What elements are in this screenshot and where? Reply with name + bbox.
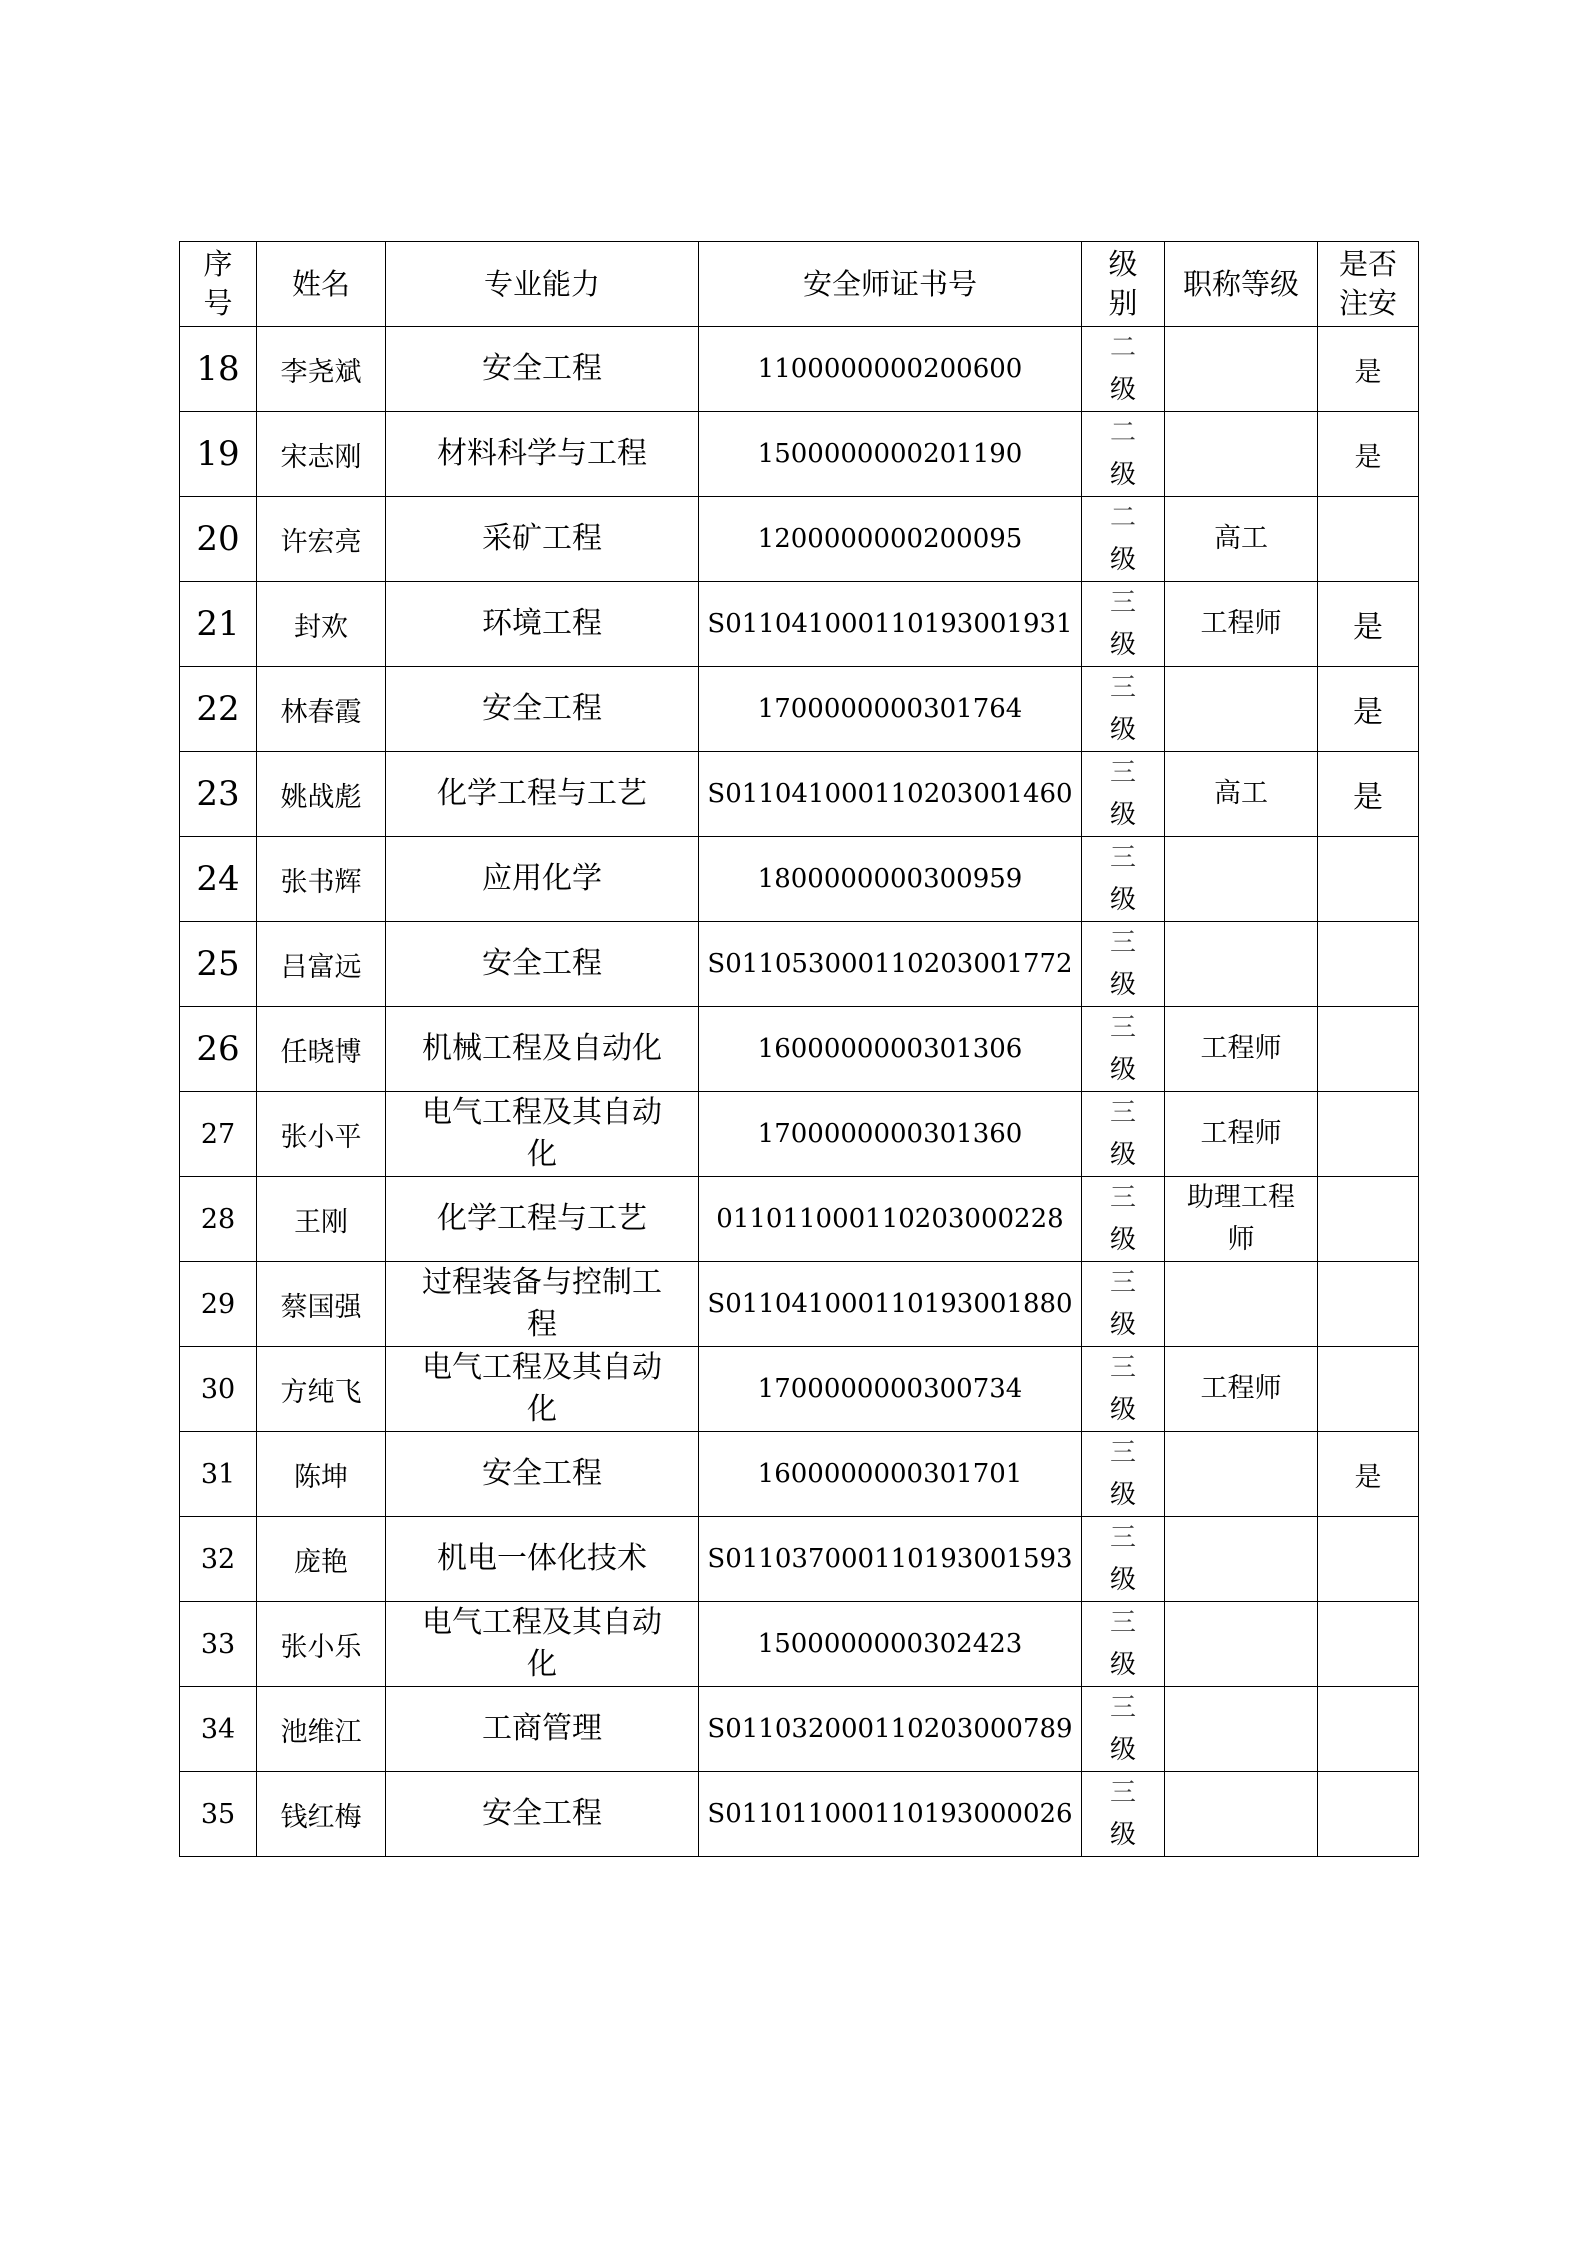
cell-seq: 27 (180, 1092, 257, 1177)
table-row (180, 327, 1419, 412)
cell-name: 池维江 (257, 1687, 386, 1772)
table-row (180, 1517, 1419, 1602)
cell-name: 任晓博 (257, 1007, 386, 1092)
header-registered-line-1: 是否 (1338, 247, 1397, 281)
cell-cert: 1200000000200095 (699, 497, 1082, 582)
cell-registered: 是 (1318, 412, 1419, 497)
cell-level-line: 级 (1109, 1480, 1136, 1510)
cell-title (1165, 922, 1318, 1007)
cell-level-line: 级 (1109, 460, 1136, 490)
cell-cert: S011037000110193001593 (699, 1517, 1082, 1602)
cell-cert: 1700000000301764 (699, 667, 1082, 752)
cell-cert: 1500000000302423 (699, 1602, 1082, 1687)
cell-registered (1318, 1347, 1419, 1432)
table-row (180, 1347, 1419, 1432)
cell-title (1165, 1772, 1318, 1857)
cell-title (1165, 1432, 1318, 1517)
header-seq (180, 242, 257, 327)
cell-level-line: 三 (1109, 1183, 1136, 1213)
header-seq-line-2: 号 (203, 286, 233, 320)
table-row (180, 1007, 1419, 1092)
cell-title (1165, 1687, 1318, 1772)
cell-level-line: 三 (1109, 1098, 1136, 1128)
cell-major (386, 1602, 699, 1687)
cell-major: 安全工程 (386, 922, 699, 1007)
cell-major: 安全工程 (386, 1772, 699, 1857)
cell-cert: 1500000000201190 (699, 412, 1082, 497)
cell-cert: 1800000000300959 (699, 837, 1082, 922)
cell-name: 宋志刚 (257, 412, 386, 497)
header-major: 专业能力 (386, 242, 699, 327)
cell-seq: 30 (180, 1347, 257, 1432)
table-body (180, 327, 1419, 1857)
cell-registered: 是 (1318, 582, 1419, 667)
cell-level-line: 级 (1109, 1395, 1136, 1425)
cell-level-line: 三 (1109, 1778, 1136, 1808)
header-row (180, 242, 1419, 327)
cell-level-line: 级 (1109, 1225, 1136, 1255)
cell-seq: 35 (180, 1772, 257, 1857)
cell-major-line: 电气工程及其自动 (422, 1095, 662, 1130)
cell-level-line: 级 (1109, 1055, 1136, 1085)
cell-level (1082, 752, 1165, 837)
cell-level-line: 三 (1109, 673, 1136, 703)
cell-title: 高工 (1165, 752, 1318, 837)
cell-seq: 29 (180, 1262, 257, 1347)
cell-level-line: 级 (1109, 1820, 1136, 1850)
cell-level (1082, 1432, 1165, 1517)
cell-cert: S011041000110203001460 (699, 752, 1082, 837)
cell-level-line: 三 (1109, 1268, 1136, 1298)
cell-level-line: 级 (1109, 1735, 1136, 1765)
cell-level-line: 级 (1109, 545, 1136, 575)
cell-title (1165, 412, 1318, 497)
cell-registered (1318, 1092, 1419, 1177)
cell-level (1082, 1517, 1165, 1602)
cell-name: 封欢 (257, 582, 386, 667)
cell-registered (1318, 1177, 1419, 1262)
cell-title: 工程师 (1165, 1347, 1318, 1432)
cell-name: 张小乐 (257, 1602, 386, 1687)
cell-title (1165, 327, 1318, 412)
cell-major-line: 化 (527, 1137, 557, 1172)
cell-level-line: 三 (1109, 1608, 1136, 1638)
cell-cert: 1700000000300734 (699, 1347, 1082, 1432)
cell-cert: 011011000110203000228 (699, 1177, 1082, 1262)
table-row (180, 1262, 1419, 1347)
cell-major-line: 程 (527, 1307, 557, 1342)
cell-registered: 是 (1318, 327, 1419, 412)
table-row (180, 752, 1419, 837)
cell-seq: 20 (180, 497, 257, 582)
cell-seq: 18 (180, 327, 257, 412)
cell-major: 化学工程与工艺 (386, 1177, 699, 1262)
cell-major-line: 过程装备与控制工 (422, 1265, 662, 1300)
table-row (180, 1602, 1419, 1687)
header-name: 姓名 (257, 242, 386, 327)
cell-level-line: 三 (1109, 928, 1136, 958)
cell-title: 工程师 (1165, 1007, 1318, 1092)
cell-level (1082, 582, 1165, 667)
table-row (180, 412, 1419, 497)
personnel-table (179, 241, 1419, 1857)
cell-name: 庞艳 (257, 1517, 386, 1602)
cell-title: 工程师 (1165, 582, 1318, 667)
cell-seq: 23 (180, 752, 257, 837)
cell-seq: 34 (180, 1687, 257, 1772)
cell-major: 机电一体化技术 (386, 1517, 699, 1602)
cell-level-line: 级 (1109, 1565, 1136, 1595)
cell-level (1082, 412, 1165, 497)
cell-seq: 28 (180, 1177, 257, 1262)
cell-level (1082, 1007, 1165, 1092)
table-row (180, 1092, 1419, 1177)
cell-major-line: 电气工程及其自动 (422, 1605, 662, 1640)
cell-seq: 19 (180, 412, 257, 497)
cell-title-line: 师 (1227, 1224, 1255, 1255)
cell-level-line: 三 (1109, 1523, 1136, 1553)
cell-name: 许宏亮 (257, 497, 386, 582)
cell-seq: 31 (180, 1432, 257, 1517)
cell-major-line: 化 (527, 1392, 557, 1427)
cell-registered (1318, 497, 1419, 582)
cell-major: 工商管理 (386, 1687, 699, 1772)
table-header (180, 242, 1419, 327)
cell-level-line: 三 (1109, 758, 1136, 788)
table-row (180, 667, 1419, 752)
header-cert: 安全师证书号 (699, 242, 1082, 327)
cell-level-line: 二 (1109, 333, 1136, 363)
cell-name: 陈坤 (257, 1432, 386, 1517)
cell-cert: 1700000000301360 (699, 1092, 1082, 1177)
cell-level-line: 三 (1109, 1013, 1136, 1043)
table-row (180, 1687, 1419, 1772)
cell-cert: S011032000110203000789 (699, 1687, 1082, 1772)
cell-seq: 22 (180, 667, 257, 752)
cell-seq: 26 (180, 1007, 257, 1092)
cell-cert: S011041000110193001880 (699, 1262, 1082, 1347)
cell-level-line: 三 (1109, 588, 1136, 618)
table-row (180, 497, 1419, 582)
cell-registered: 是 (1318, 1432, 1419, 1517)
cell-major: 化学工程与工艺 (386, 752, 699, 837)
header-level-line-2: 别 (1108, 286, 1138, 320)
cell-cert: S011011000110193000026 (699, 1772, 1082, 1857)
cell-name: 吕富远 (257, 922, 386, 1007)
cell-name: 方纯飞 (257, 1347, 386, 1432)
cell-major: 安全工程 (386, 327, 699, 412)
cell-registered (1318, 1602, 1419, 1687)
cell-name: 蔡国强 (257, 1262, 386, 1347)
table-row (180, 1432, 1419, 1517)
cell-name: 李尧斌 (257, 327, 386, 412)
cell-level-line: 级 (1109, 885, 1136, 915)
cell-level-line: 三 (1109, 1693, 1136, 1723)
cell-major (386, 1347, 699, 1432)
table-row (180, 582, 1419, 667)
cell-registered: 是 (1318, 752, 1419, 837)
cell-title (1165, 1517, 1318, 1602)
cell-major (386, 1262, 699, 1347)
cell-registered: 是 (1318, 667, 1419, 752)
cell-major-line: 化 (527, 1647, 557, 1682)
cell-level (1082, 1602, 1165, 1687)
cell-major (386, 1092, 699, 1177)
cell-cert: 1100000000200600 (699, 327, 1082, 412)
table-row (180, 922, 1419, 1007)
cell-level-line: 三 (1109, 843, 1136, 873)
header-registered (1318, 242, 1419, 327)
cell-name: 姚战彪 (257, 752, 386, 837)
cell-major: 环境工程 (386, 582, 699, 667)
cell-level (1082, 1262, 1165, 1347)
cell-level (1082, 497, 1165, 582)
cell-level-line: 级 (1109, 800, 1136, 830)
header-level-line-1: 级 (1108, 247, 1138, 281)
cell-level (1082, 1177, 1165, 1262)
cell-level-line: 三 (1109, 1438, 1136, 1468)
cell-level (1082, 1687, 1165, 1772)
cell-level-line: 级 (1109, 1140, 1136, 1170)
header-level (1082, 242, 1165, 327)
cell-registered (1318, 922, 1419, 1007)
cell-title (1165, 667, 1318, 752)
cell-name: 张书辉 (257, 837, 386, 922)
cell-level-line: 二 (1109, 418, 1136, 448)
cell-level-line: 级 (1109, 630, 1136, 660)
cell-major: 应用化学 (386, 837, 699, 922)
cell-name: 钱红梅 (257, 1772, 386, 1857)
cell-level-line: 级 (1109, 375, 1136, 405)
cell-level (1082, 327, 1165, 412)
cell-seq: 32 (180, 1517, 257, 1602)
cell-level (1082, 1772, 1165, 1857)
cell-major-line: 电气工程及其自动 (422, 1350, 662, 1385)
cell-cert: 1600000000301701 (699, 1432, 1082, 1517)
cell-level-line: 级 (1109, 1650, 1136, 1680)
cell-registered (1318, 1772, 1419, 1857)
cell-title-line: 助理工程 (1187, 1182, 1295, 1213)
cell-title: 工程师 (1165, 1092, 1318, 1177)
cell-cert: S011053000110203001772 (699, 922, 1082, 1007)
header-seq-line-1: 序 (203, 247, 233, 281)
cell-level (1082, 667, 1165, 752)
cell-major: 采矿工程 (386, 497, 699, 582)
cell-level (1082, 837, 1165, 922)
cell-seq: 21 (180, 582, 257, 667)
cell-level (1082, 1347, 1165, 1432)
table-row (180, 1177, 1419, 1262)
table-row (180, 1772, 1419, 1857)
cell-level (1082, 1092, 1165, 1177)
cell-name: 林春霞 (257, 667, 386, 752)
cell-cert: S011041000110193001931 (699, 582, 1082, 667)
cell-registered (1318, 1262, 1419, 1347)
cell-seq: 24 (180, 837, 257, 922)
cell-name: 王刚 (257, 1177, 386, 1262)
cell-level-line: 三 (1109, 1353, 1136, 1383)
cell-level-line: 级 (1109, 1310, 1136, 1340)
cell-major: 安全工程 (386, 1432, 699, 1517)
header-title: 职称等级 (1165, 242, 1318, 327)
cell-level (1082, 922, 1165, 1007)
cell-title (1165, 1177, 1318, 1262)
cell-seq: 25 (180, 922, 257, 1007)
cell-title (1165, 1262, 1318, 1347)
cell-cert: 1600000000301306 (699, 1007, 1082, 1092)
cell-seq: 33 (180, 1602, 257, 1687)
cell-name: 张小平 (257, 1092, 386, 1177)
cell-level-line: 二 (1109, 503, 1136, 533)
cell-major: 材料科学与工程 (386, 412, 699, 497)
cell-level-line: 级 (1109, 715, 1136, 745)
cell-registered (1318, 1517, 1419, 1602)
cell-title (1165, 1602, 1318, 1687)
cell-registered (1318, 1007, 1419, 1092)
table-row (180, 837, 1419, 922)
cell-registered (1318, 1687, 1419, 1772)
cell-title (1165, 837, 1318, 922)
cell-level-line: 级 (1109, 970, 1136, 1000)
cell-major: 安全工程 (386, 667, 699, 752)
cell-major: 机械工程及自动化 (386, 1007, 699, 1092)
header-registered-line-2: 注安 (1338, 286, 1397, 320)
cell-registered (1318, 837, 1419, 922)
cell-title: 高工 (1165, 497, 1318, 582)
